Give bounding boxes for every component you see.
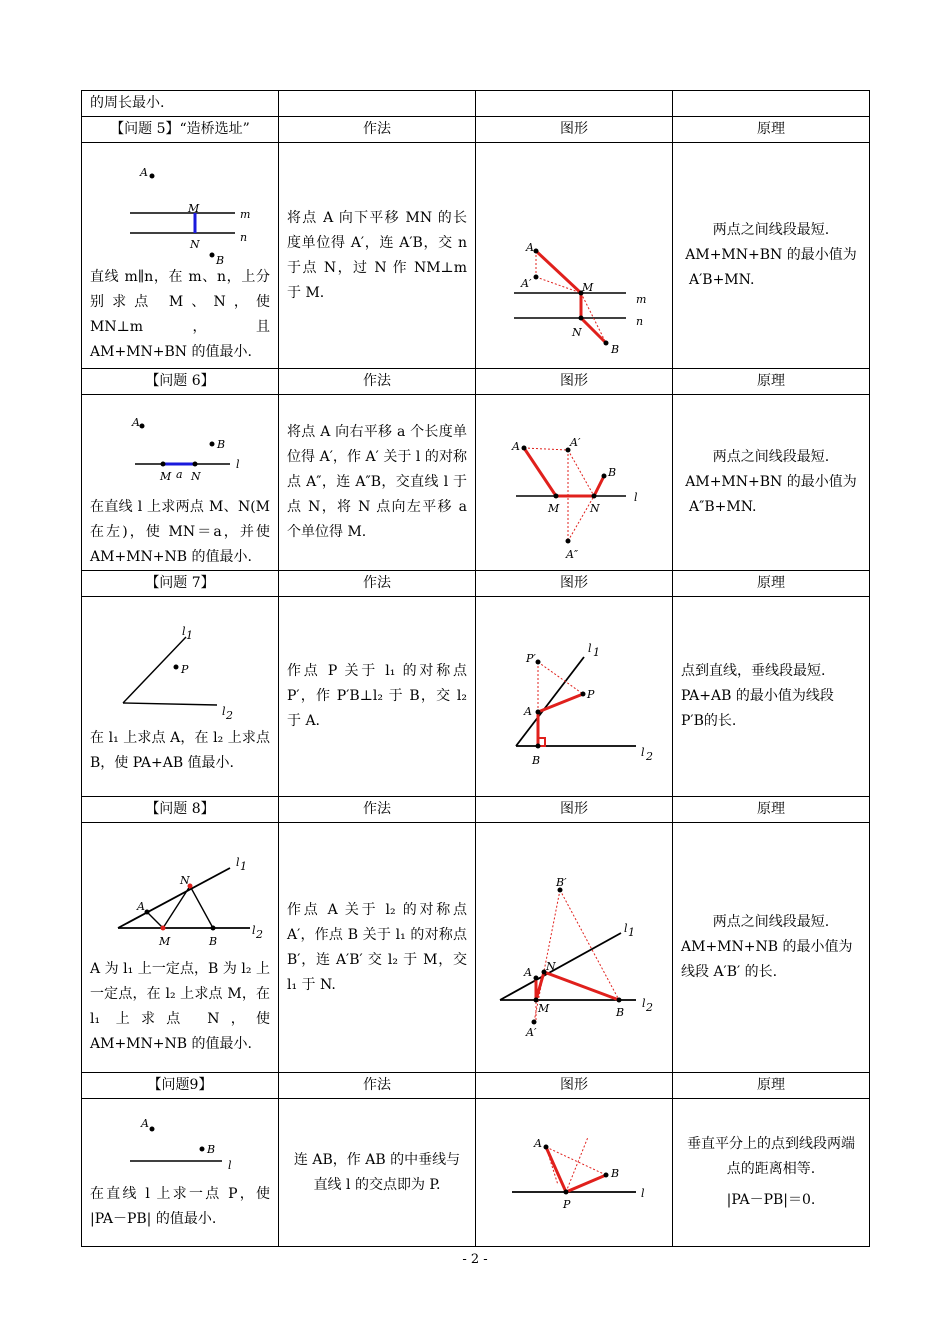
svg-text:B: B	[207, 1143, 216, 1156]
svg-text:A′: A′	[570, 435, 581, 449]
method-text: 连 AB，作 AB 的中垂线与直线 l 的交点即为 P.	[279, 1099, 476, 1247]
problem-cell	[82, 395, 279, 571]
svg-text:l: l	[641, 1186, 645, 1200]
svg-text:A: A	[137, 900, 145, 913]
svg-text:n: n	[240, 231, 248, 244]
principle-line: AM+MN+BN 的最小值为	[685, 247, 857, 263]
svg-text:l: l	[252, 924, 256, 937]
problem-cell	[82, 823, 279, 1073]
principle-cell	[673, 823, 870, 1073]
problem-desc: 在直线 l 上求两点 M、N(M 在左)，使 MN＝a，并使 AM+MN+NB 的值最小.	[90, 498, 270, 565]
svg-text:M: M	[582, 280, 594, 294]
svg-text:l: l	[624, 922, 628, 935]
svg-text:M: M	[548, 501, 560, 515]
problem-title: 【问题 6】	[82, 369, 279, 395]
method-header: 作法	[279, 571, 476, 597]
problem-title: 【问题 8】	[82, 797, 279, 823]
svg-text:2: 2	[646, 1001, 653, 1014]
figure-cell	[476, 823, 673, 1073]
method-text: 作点 A 关于 l₂ 的对称点 A′，作点 B 关于 l₁ 的对称点 B′，连 A′B′ 交 l₂ 于 M，交 l₁ 于 N.	[279, 823, 476, 1073]
svg-text:l: l	[182, 625, 186, 638]
svg-text:M: M	[159, 935, 171, 948]
svg-text:A: A	[141, 1117, 149, 1130]
svg-text:l: l	[222, 705, 226, 718]
principle-line: PA+AB 的最小值为线段 P′B的长.	[681, 688, 834, 729]
principle-line: AM+MN+BN 的最小值为	[685, 474, 857, 490]
method-text: 作点 P 关于 l₁ 的对称点 P′，作 P′B⊥l₂ 于 B，交 l₂ 于 A.	[279, 597, 476, 797]
method-header: 作法	[279, 369, 476, 395]
svg-text:2: 2	[256, 928, 263, 941]
figure-header: 图形	[476, 571, 673, 597]
principle-line: 两点之间线段最短.	[712, 222, 830, 238]
svg-text:B: B	[616, 1006, 625, 1019]
svg-text:m: m	[636, 292, 647, 306]
principle-line: 两点之间线段最短.	[712, 449, 830, 465]
principle-header: 原理	[673, 571, 870, 597]
svg-text:B: B	[532, 753, 541, 767]
svg-text:A′: A′	[521, 276, 532, 290]
method-header: 作法	[279, 117, 476, 143]
svg-text:l: l	[641, 745, 645, 759]
principle-line: AM+MN+NB 的最小值为线段 A′B′ 的长.	[681, 939, 853, 980]
principle-cell	[673, 597, 870, 797]
svg-text:A: A	[132, 415, 140, 429]
svg-text:A: A	[140, 166, 148, 179]
figure-cell	[476, 597, 673, 797]
empty-cell	[476, 91, 673, 117]
svg-text:B: B	[611, 1166, 620, 1180]
problem-cell	[82, 1099, 279, 1247]
figure-header: 图形	[476, 117, 673, 143]
svg-text:2: 2	[646, 749, 653, 763]
method-text: 将点 A 向下平移 MN 的长度单位得 A′，连 A′B，交 n 于点 N，过 N 作 NM⊥m 于 M.	[279, 143, 476, 369]
bridge-figure	[476, 191, 672, 356]
problem-desc: A 为 l₁ 上一定点，B 为 l₂ 上一定点，在 l₂ 上求点 M，在 l₁ 上求点 N，使 AM+MN+NB 的值最小.	[90, 961, 270, 1052]
principle-cell	[673, 1099, 870, 1247]
svg-text:B: B	[608, 465, 617, 479]
figure-header: 图形	[476, 369, 673, 395]
svg-text:A″: A″	[566, 547, 579, 561]
problem-diagram	[90, 617, 260, 722]
principle-header: 原理	[673, 117, 870, 143]
svg-text:N: N	[546, 960, 556, 973]
svg-text:P: P	[181, 663, 189, 676]
principle-cell	[673, 395, 870, 571]
svg-text:N: N	[180, 874, 190, 887]
figure-header: 图形	[476, 797, 673, 823]
principle-line: 垂直平分上的点到线段两端点的距离相等.	[687, 1136, 855, 1177]
principle-line: A″B+MN.	[689, 499, 757, 515]
principle-header: 原理	[673, 369, 870, 395]
double-reflection-figure	[476, 860, 672, 1039]
svg-text:M: M	[160, 469, 172, 483]
problem-cell	[82, 143, 279, 369]
svg-text:2: 2	[226, 709, 233, 722]
svg-text:1: 1	[240, 860, 247, 873]
svg-text:l: l	[642, 997, 646, 1010]
svg-text:m: m	[240, 208, 251, 221]
svg-text:N: N	[590, 501, 600, 515]
problem-desc: 在 l₁ 上求点 A，在 l₂ 上求点 B，使 PA+AB 值最小.	[90, 730, 270, 771]
svg-text:n: n	[636, 314, 644, 328]
svg-text:A: A	[526, 240, 534, 254]
problem-desc: 在直线 l 上求一点 P，使 |PA－PB| 的值最小.	[90, 1186, 270, 1227]
svg-text:N: N	[191, 469, 201, 483]
svg-text:M: M	[538, 1002, 550, 1015]
svg-text:A: A	[524, 966, 532, 979]
method-header: 作法	[279, 797, 476, 823]
problem-title: 【问题 5】“造桥选址”	[82, 117, 279, 143]
empty-cell	[673, 91, 870, 117]
translate-figure	[476, 418, 672, 561]
svg-text:B: B	[216, 254, 225, 267]
empty-cell	[279, 91, 476, 117]
svg-text:B: B	[611, 342, 620, 356]
principle-header: 原理	[673, 797, 870, 823]
problem-diagram	[90, 146, 260, 267]
problem-cell	[82, 597, 279, 797]
svg-text:A: A	[534, 1136, 542, 1150]
svg-text:l: l	[236, 856, 240, 869]
problem-desc: 直线 m∥n，在 m、n，上分别求点 M、N，使 MN⊥m，且 AM+MN+BN 的值最小.	[90, 269, 270, 360]
svg-text:1: 1	[186, 629, 193, 642]
principle-line: 点到直线，垂线段最短.	[681, 663, 826, 679]
svg-text:A: A	[524, 704, 532, 718]
problems-table	[81, 90, 870, 1247]
problem-title: 【问题9】	[82, 1073, 279, 1099]
svg-text:l: l	[236, 457, 240, 471]
method-text: 将点 A 向右平移 a 个长度单位得 A′，作 A′ 关于 l 的对称点 A″，连 A″B，交直线 l 于点 N，将 N 点向左平移 a 个单位得 M.	[279, 395, 476, 571]
problem-title: 【问题 7】	[82, 571, 279, 597]
svg-text:A: A	[512, 439, 520, 453]
svg-text:M: M	[188, 202, 200, 215]
figure-header: 图形	[476, 1073, 673, 1099]
svg-text:l: l	[228, 1159, 232, 1172]
continued-cell: 的周长最小.	[82, 91, 279, 117]
method-header: 作法	[279, 1073, 476, 1099]
svg-text:P: P	[563, 1197, 571, 1211]
svg-text:B: B	[209, 935, 218, 948]
svg-text:P′: P′	[526, 651, 536, 665]
principle-cell	[673, 143, 870, 369]
svg-text:l: l	[634, 490, 638, 504]
problem-diagram	[90, 838, 262, 948]
svg-text:B: B	[217, 437, 226, 451]
bisector-figure	[476, 1123, 672, 1223]
figure-cell	[476, 143, 673, 369]
principle-line: 两点之间线段最短.	[712, 914, 830, 930]
figure-cell	[476, 395, 673, 571]
problem-diagram	[90, 1113, 260, 1173]
page-number: - 2 -	[462, 1252, 488, 1267]
svg-text:B′: B′	[556, 876, 567, 889]
svg-text:1: 1	[628, 926, 635, 939]
svg-text:N: N	[572, 325, 582, 339]
principle-line: |PA－PB|＝0.	[726, 1192, 816, 1208]
figure-cell	[476, 1099, 673, 1247]
svg-text:A′: A′	[526, 1026, 537, 1039]
perpendicular-figure	[476, 622, 672, 772]
svg-text:P: P	[587, 687, 595, 701]
svg-text:1: 1	[593, 645, 600, 659]
svg-text:l: l	[588, 641, 592, 655]
principle-line: A′B+MN.	[689, 272, 755, 288]
svg-text:N: N	[190, 238, 200, 251]
problem-diagram	[90, 396, 260, 486]
principle-header: 原理	[673, 1073, 870, 1099]
svg-text:a: a	[176, 467, 183, 481]
